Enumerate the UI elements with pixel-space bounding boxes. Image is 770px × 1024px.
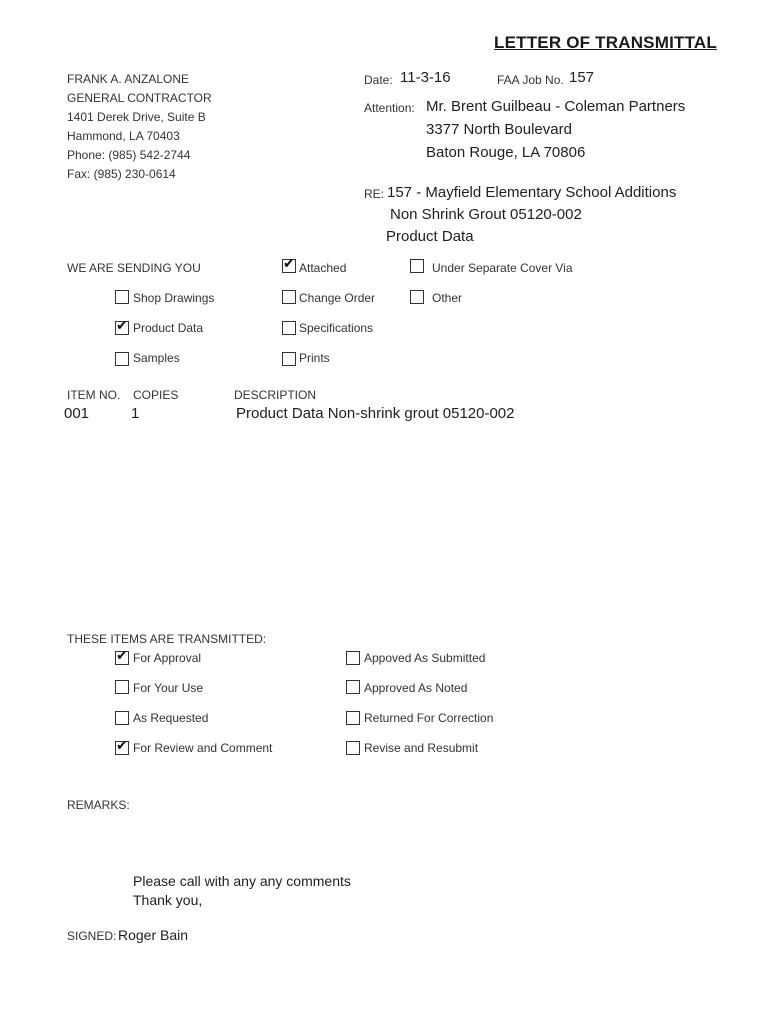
re-line1: 157 - Mayfield Elementary School Additions: [387, 184, 677, 201]
checkbox-as-requested[interactable]: [115, 711, 129, 725]
date-value: 11-3-16: [400, 69, 451, 86]
option-label-under-separate-cover: Under Separate Cover Via: [432, 261, 573, 275]
checkbox-returned-for-correction[interactable]: [346, 711, 360, 725]
option-label-approved-as-noted: Approved As Noted: [364, 681, 468, 695]
attention-line2: 3377 North Boulevard: [426, 121, 572, 138]
checkbox-prints[interactable]: [282, 352, 296, 366]
option-label-prints: Prints: [299, 351, 330, 365]
check-mark-icon: ✔: [116, 648, 128, 664]
checkbox-shop-drawings[interactable]: [115, 290, 129, 304]
checkbox-under-separate-cover[interactable]: [410, 259, 424, 273]
option-label-for-approval: For Approval: [133, 651, 202, 665]
job-label: FAA Job No.: [497, 73, 564, 87]
re-line3: Product Data: [386, 228, 474, 245]
option-label-approved-as-submitted: Appoved As Submitted: [364, 651, 486, 665]
checkbox-for-review-and-comment[interactable]: [115, 738, 129, 755]
sending-label: WE ARE SENDING YOU: [67, 261, 201, 275]
transmitted-label: THESE ITEMS ARE TRANSMITTED:: [67, 632, 267, 646]
header-copies: COPIES: [133, 388, 179, 402]
header-description: DESCRIPTION: [234, 388, 317, 402]
check-mark-icon: ✔: [283, 256, 295, 272]
option-label-shop-drawings: Shop Drawings: [133, 291, 215, 305]
attention-line1: Mr. Brent Guilbeau - Coleman Partners: [426, 98, 686, 115]
option-label-other: Other: [432, 291, 463, 305]
row-description: Product Data Non-shrink grout 05120-002: [236, 405, 515, 422]
header-item-no: ITEM NO.: [67, 388, 121, 402]
checkbox-approved-as-noted[interactable]: [346, 680, 360, 694]
contractor-address2: Hammond, LA 70403: [67, 129, 180, 143]
attention-label: Attention:: [364, 101, 415, 115]
date-label: Date:: [364, 73, 393, 87]
checkbox-other[interactable]: [410, 290, 424, 304]
check-mark-icon: ✔: [116, 738, 128, 754]
remarks-line1: Please call with any any comments: [133, 873, 351, 889]
contractor-fax: Fax: (985) 230-0614: [67, 167, 176, 181]
contractor-block: [67, 70, 212, 184]
row-copies: 1: [131, 405, 140, 422]
job-value: 157: [569, 69, 595, 86]
contractor-phone: Phone: (985) 542-2744: [67, 148, 191, 162]
option-label-specifications: Specifications: [299, 321, 374, 335]
remarks-line2: Thank you,: [133, 892, 203, 908]
option-label-samples: Samples: [133, 351, 180, 365]
signed-value: Roger Bain: [118, 927, 189, 943]
checkbox-for-approval[interactable]: [115, 648, 129, 665]
document-title: LETTER OF TRANSMITTAL: [494, 33, 717, 52]
contractor-type: GENERAL CONTRACTOR: [67, 91, 212, 105]
checkbox-samples[interactable]: [115, 352, 129, 366]
option-label-for-review-and-comment: For Review and Comment: [133, 741, 273, 755]
check-mark-icon: ✔: [116, 318, 128, 334]
option-label-as-requested: As Requested: [133, 711, 209, 725]
row-item-no: 001: [64, 405, 90, 422]
remarks-label: REMARKS:: [67, 798, 130, 812]
checkbox-specifications[interactable]: [282, 321, 296, 335]
re-line2: Non Shrink Grout 05120-002: [390, 206, 582, 223]
re-label: RE:: [364, 187, 385, 201]
checkbox-approved-as-submitted[interactable]: [346, 651, 360, 665]
contractor-address1: 1401 Derek Drive, Suite B: [67, 110, 206, 124]
checkbox-revise-and-resubmit[interactable]: [346, 741, 360, 755]
option-label-returned-for-correction: Returned For Correction: [364, 711, 494, 725]
option-label-change-order: Change Order: [299, 291, 376, 305]
checkbox-product-data[interactable]: [115, 318, 129, 335]
checkbox-change-order[interactable]: [282, 290, 296, 304]
checkbox-attached[interactable]: [282, 256, 296, 273]
contractor-name: FRANK A. ANZALONE: [67, 72, 190, 86]
option-label-revise-and-resubmit: Revise and Resubmit: [364, 741, 479, 755]
option-label-for-your-use: For Your Use: [133, 681, 204, 695]
option-label-attached: Attached: [299, 261, 347, 275]
checkbox-for-your-use[interactable]: [115, 680, 129, 694]
option-label-product-data: Product Data: [133, 321, 204, 335]
signed-label: SIGNED:: [67, 929, 117, 943]
attention-line3: Baton Rouge, LA 70806: [426, 144, 586, 161]
